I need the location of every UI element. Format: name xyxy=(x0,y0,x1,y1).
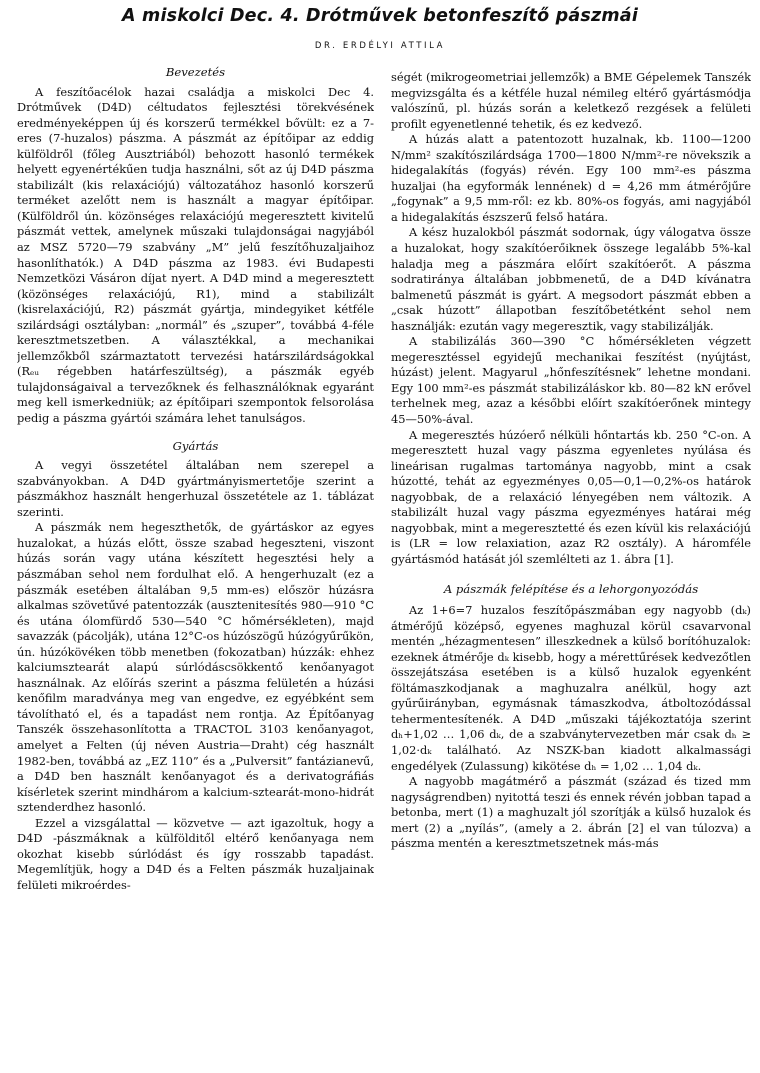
paragraph: A kész huzalokból pászmát sodornak, úgy válogatva össze a huzalokat, hogy szakítóerőiknek összege legalább 5%-kal haladja meg a pászmára előírt szakítóerőt. A pászma sodratiránya általában jobbmenetű, de a D4D kívánatra balmenetű pászmát is gyárt. A megsodort pászmát ebben a „csak húzott” állapotban feszítőbetétként sehol nem használják: ezután vagy megeresztik, vagy stabilizálják. xyxy=(391,225,751,333)
author-line: DR. ERDÉLYI ATTILA xyxy=(314,41,446,51)
left-column xyxy=(17,65,374,1069)
paragraph-continued: ségét (mikrogeometriai jellemzők) a BME Gépelemek Tanszék megvizsgálta és a kétféle huzal némileg eltérő gyártásmódja valószínű, pl. húzás során a keletkező rezgések a felületi profilt egyenetlenné tehetik, és ez kedvező. xyxy=(391,70,751,131)
paper-title: A miskolci Dec. 4. Drótművek betonfeszítő pászmái xyxy=(121,6,639,26)
section-heading-intro: Bevezetés xyxy=(165,65,226,79)
section-heading-manufacturing: Gyártás xyxy=(172,438,219,453)
paragraph: A vegyi összetétel általában nem szerepel a szabványokban. A D4D gyártmányismertetője szerint a pászmákhoz használt hengerhuzal összetétele az 1. táblázat szerinti. xyxy=(17,458,374,519)
paragraph: A pászmák nem hegeszthetők, de gyártáskor az egyes huzalokat, a húzás előtt, össze szabad hegeszteni, viszont húzás során vagy utána készített hegesztési hely a pászmában sehol nem fordulhat elő. A hengerhuzalt (ez a pászmák esetében általában 9,5 mm-es) először húzásra alkalmas szövetűvé patentozzák (ausztenitesítés 980—910 °C és utána ólomfürdő 530—540 °C hőmérsékleten), majd savazzák (pácolják), utána 12°C-os húzószögű húzógyűrűkön, ún. húzókövéken több menetben (fokozatban) húzzák: ehhez kalciumsztearát alapú súrlódáscsökkentő kenőanyagot használnak. Az előírás szerint a pászma felületén a húzási kenőfilm maradványa meg van engedve, ez egyébként sem távolítható el, és a tapadást nem rontja. Az Építőanyag Tanszék összehasonlította a TRACTOL 3103 kenőanyagot, amelyet a Felten (új néven Austria—Draht) cég használt 1982-ben, továbbá az „EZ 110” és a „Pulversit” fantázianevű, a D4D ben használt kenőanyagot és a derivatográfiás kísérletek szerint mindhárom a kalcium-sztearát-mono-hidrát sztenderdhez hasonló. xyxy=(17,520,374,815)
paragraph: A stabilizálás 360—390 °C hőmérsékleten végzett megeresztéssel egyidejű mechanikai feszítést (nyújtást, húzást) jelent. Magyarul „hőnfeszítésnek” lehetne mondani. Egy 100 mm²-es pászmát stabilizáláskor kb. 80—82 kN erővel terhelnek meg, azaz a későbbi előírt szakítóerőnek mintegy 45—50%-ával. xyxy=(391,334,751,427)
paragraph: Az 1+6=7 huzalos feszítőpászmában egy nagyobb (dₖ) átmérőjű középső, egyenes maghuzal körül csavarvonal mentén „hézagmentesen” illeszkednek a külső borítóhuzalok: ezeknek átmérője dₖ kisebb, hogy a mérettűrések kedvezőtlen összejátszása esetében is a külső huzalok egyenként föltámaszkodjanak a maghuzalra anélkül, hogy azt gyűrűirányban, egymásnak támaszkodva, átboltozódással tehermentesítenék. A D4D „műszaki tájékoztatója szerint dₕ+1,02 … 1,06 dₖ, de a szabványtervezetben már csak dₕ ≥ 1,02·dₖ található. Az NSZK-ban kiadott alkalmassági engedélyek (Zulassung) kikötése dₕ = 1,02 … 1,04 dₖ. xyxy=(391,603,751,773)
paragraph: A feszítőacélok hazai családja a miskolci Dec 4. Drótművek (D4D) céltudatos fejlesztési törekvésének eredményeképpen új és korszerű termékkel bővült: ez a 7-eres (7-huzalos) pászma. A pászmát az építőipar az eddig külföldről (főleg Ausztriából) behozott hasonló termékek helyett egyenértékűen tudja használni, sőt az új D4D pászma stabilizált (kis relaxációjú) változatához hasonló korszerű terméket azelőtt nem is használt a magyar építőipar. (Külföldről ún. közönséges relaxációjú megeresztett kivitelű pászmát vettek, amelynek műszaki tulajdonságai nagyjából az MSZ 5720—79 szabvány „M” jelű feszítőhuzaljaihoz hasonlíthatók.) A D4D pászma az 1983. évi Budapesti Nemzetközi Vásáron díjat nyert. A D4D mind a megeresztett (közönséges relaxációjú, R1), mind a stabilizált (kisrelaxációjú, R2) pászmát gyártja, mindegyiket kétféle szilárdsági osztályban: „normál” és „szuper”, továbbá 4-féle keresztmetszetben. A választékkal, a mechanikai jellemzőkből származtatott tervezési határszilárdságokkal (Rₑᵤ régebben határfeszültség), a pászmák egyéb tulajdonságaival a tervezőknek és felhasználóknak egyaránt meg kell ismerkedniük; az építőipari szempontok felsorolása pedig a pászma gyártói számára lehet tanulságos. xyxy=(17,84,374,426)
paragraph: A nagyobb magátmérő a pászmát (század és tized mm nagyságrendben) nyitottá teszi és ennek révén jobban tapad a betonba, mert (1) a maghuzalt jól szorítják a külső huzalok és mert (2) a „nyílás”, (amely a 2. ábrán [2] el van túlozva) a pászma mentén a keresztmetszetnek más-más xyxy=(391,774,751,851)
paragraph: A megeresztés húzóerő nélküli hőntartás kb. 250 °C-on. A megeresztett huzal vagy pászma egyenletes nyúlása és lineárisan rugalmas tartománya nagyobb, mint a csak húzotté, tehát az egyezményes 0,05—0,1—0,2%-os határok nagyobbak, de a relaxáció lényegében nem változik. A stabilizált huzal vagy pászma egyezményes határai még nagyobbak, mint a megeresztetté és ezen kívül kis relaxációjú is (LR = low relaxiation, azaz R2 osztály). A háromféle gyártásmód hatását jól szemlélteti az 1. ábra [1]. xyxy=(391,427,751,566)
section-heading-structure: A pászmák felépítése és a lehorgonyozódás xyxy=(443,581,699,596)
right-column xyxy=(391,70,751,1069)
paragraph: A húzás alatt a patentozott huzalnak, kb. 1100—1200 N/mm² szakítószilárdsága 1700—1800 N/mm²-re növekszik a hidegalakítás (fogyás) révén. Egy 100 mm²-es pászma huzaljai (ha egyformák lennének) d = 4,26 mm átmérőjűre „fogynak” a 9,5 mm-ről: ez kb. 80%-os fogyás, ami nagyjából a hidegalakítás észszerű felső határa. xyxy=(391,132,751,224)
paragraph: Ezzel a vizsgálattal — közvetve — azt igazoltuk, hogy a D4D -pászmáknak a külfölditől eltérő kenőanyaga nem okozhat kisebb súrlódást és így rosszabb tapadást. Megemlítjük, hogy a D4D és a Felten pászmák huzaljainak felületi mikroérdes- xyxy=(17,815,374,892)
